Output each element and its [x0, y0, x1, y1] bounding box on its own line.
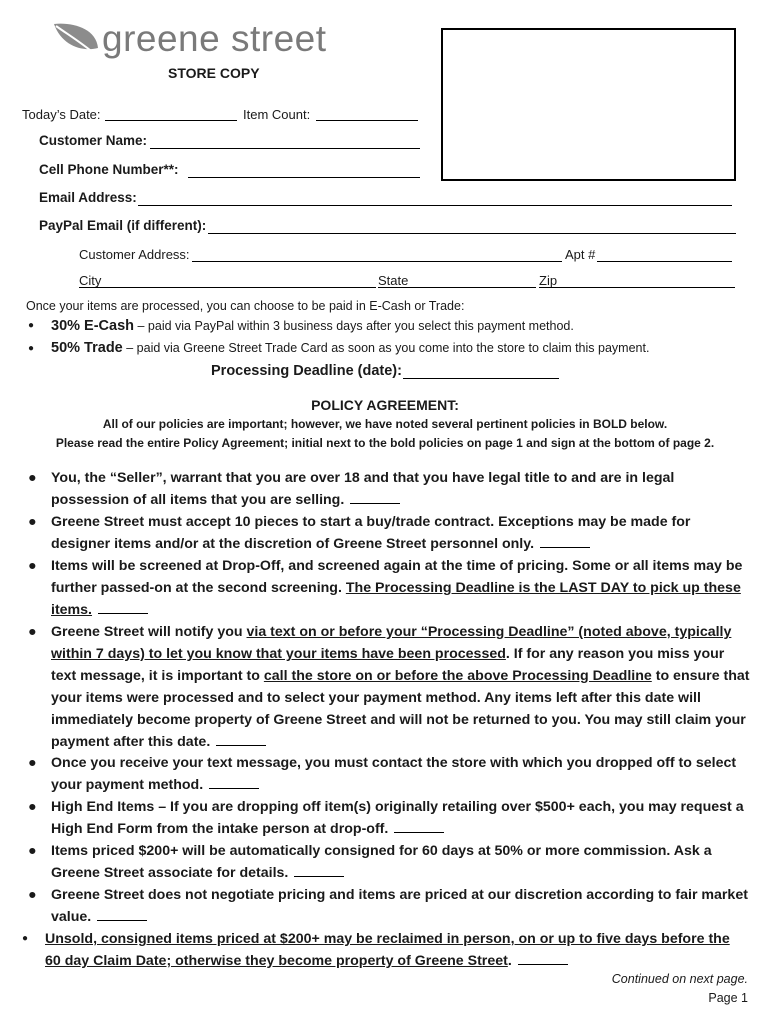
bullet-icon: ●	[28, 343, 35, 354]
cell-phone-field[interactable]	[188, 177, 420, 178]
todays-date-field[interactable]	[105, 120, 237, 121]
policy-item	[28, 840, 750, 884]
continued-note: Continued on next page.	[611, 972, 748, 986]
bullet-icon: ●	[28, 514, 37, 530]
initial-field[interactable]	[216, 733, 266, 746]
initial-field[interactable]	[98, 601, 148, 614]
option-trade-desc: – paid via Greene Street Trade Card as soon as you come into the store to claim this payment.	[126, 341, 650, 355]
option-ecash-title: 30% E-Cash	[51, 318, 135, 334]
customer-address-label: Customer Address:	[79, 247, 190, 262]
item-count-label: Item Count:	[243, 107, 311, 122]
policy-subtitle-2: Please read the entire Policy Agreement; initial next to the bold policies on page 1 and sign at the bottom of page 2.	[55, 436, 715, 450]
paypal-email-field[interactable]	[208, 233, 736, 234]
policy-item	[28, 511, 750, 555]
policy-text-underlined: The Processing Deadline is the LAST DAY to pick up these items.	[51, 580, 741, 618]
processing-deadline-label: Processing Deadline (date):	[211, 363, 402, 379]
customer-address-field[interactable]	[192, 261, 562, 262]
option-trade	[51, 340, 649, 356]
policy-text: to ensure that your items were processed and to select your payment method. Any items left after this date will immediately become property of Greene Street and will not be returned to you. You may still claim your payment after this date.	[51, 668, 750, 750]
initial-field[interactable]	[294, 864, 344, 877]
option-ecash-desc: – paid via PayPal within 3 business days after you select this payment method.	[137, 319, 574, 333]
bullet-icon: ●	[28, 843, 37, 859]
bullet-icon: ●	[28, 799, 37, 815]
policy-item	[28, 467, 750, 511]
state-label: State	[378, 273, 409, 288]
processing-deadline-field[interactable]	[403, 378, 559, 379]
policy-item	[28, 621, 750, 753]
bullet-icon: ●	[28, 558, 37, 574]
email-label: Email Address:	[39, 190, 137, 205]
option-ecash	[51, 318, 574, 334]
option-trade-title: 50% Trade	[51, 340, 123, 356]
policy-item	[28, 752, 750, 796]
initial-field[interactable]	[518, 952, 568, 965]
item-count-field[interactable]	[316, 120, 418, 121]
policy-item	[28, 884, 750, 928]
initial-field[interactable]	[350, 491, 400, 504]
policy-text: Greene Street will notify you	[51, 624, 247, 640]
policy-text: Greene Street does not negotiate pricing and items are priced at our discretion according to fair market value.	[51, 887, 748, 925]
city-field[interactable]	[79, 287, 376, 288]
policy-text: Items will be screened at Drop-Off, and screened again at the time of pricing. Some or all items may be further passed-on at the second screening.	[51, 558, 743, 596]
policy-text-underlined: call the store on or before the above Processing Deadline	[263, 668, 652, 684]
policy-text: You, the “Seller”, warrant that you are over 18 and that you have legal title to and are in legal possession of all items that you are selling.	[51, 470, 675, 508]
apt-label: Apt #	[565, 247, 596, 262]
city-label: City	[79, 273, 102, 288]
policy-text-underlined: Unsold, consigned items priced at $200+ may be reclaimed in person, on or up to five days before the 60 day Claim Date; otherwise they become property of Greene Street	[45, 931, 730, 969]
policy-text: High End Items – If you are dropping off item(s) originally retailing over $500+ each, you may request a High End Form from the intake person at drop-off.	[51, 799, 744, 837]
apt-field[interactable]	[597, 261, 732, 262]
policy-item	[28, 555, 750, 621]
initial-field[interactable]	[97, 908, 147, 921]
brand-name: greene street	[102, 18, 327, 59]
initial-field[interactable]	[540, 535, 590, 548]
policy-text: Once you receive your text message, you must contact the store with which you dropped off to select your payment method.	[51, 755, 737, 793]
bullet-icon: ●	[22, 933, 29, 944]
policy-text: .	[507, 953, 512, 969]
policy-text: Greene Street must accept 10 pieces to start a buy/trade contract. Exceptions may be made for designer items and/or at the discretion of Greene Street personnel only.	[51, 514, 691, 552]
initial-field[interactable]	[209, 776, 259, 789]
policy-text-underlined: via text on or before your “Processing Deadline” (noted above, typically within 7 days) to let you know that your items have been processed	[51, 624, 732, 662]
bullet-icon: ●	[28, 624, 37, 640]
zip-field[interactable]	[539, 287, 735, 288]
bullet-icon: ●	[28, 755, 37, 771]
state-field[interactable]	[378, 287, 536, 288]
customer-name-label: Customer Name:	[39, 133, 148, 148]
bullet-icon: ●	[28, 470, 37, 486]
policy-text: Items priced $200+ will be automatically consigned for 60 days at 50% or more commission. Ask a Greene Street associate for details.	[51, 843, 712, 881]
customer-name-field[interactable]	[150, 148, 420, 149]
office-use-box	[441, 28, 736, 181]
policy-item	[22, 928, 746, 972]
store-copy-label: STORE COPY	[168, 65, 260, 81]
paypal-email-label: PayPal Email (if different):	[39, 218, 207, 233]
payment-intro: Once your items are processed, you can choose to be paid in E-Cash or Trade:	[26, 299, 465, 313]
page-number: Page 1	[708, 991, 748, 1005]
leaf-logo-icon	[52, 22, 104, 62]
initial-field[interactable]	[394, 820, 444, 833]
email-field[interactable]	[138, 205, 732, 206]
todays-date-label: Today’s Date:	[22, 107, 101, 122]
policy-text: . If for any reason you miss your text message, it is important to	[51, 646, 725, 684]
bullet-icon: ●	[28, 320, 35, 331]
cell-phone-label: Cell Phone Number**:	[39, 162, 179, 177]
policy-title: POLICY AGREEMENT:	[311, 397, 459, 413]
zip-label: Zip	[539, 273, 558, 288]
policy-subtitle-1: All of our policies are important; however, we have noted several pertinent policies in BOLD below.	[102, 417, 668, 431]
bullet-icon: ●	[28, 887, 37, 903]
policy-item	[28, 796, 750, 840]
